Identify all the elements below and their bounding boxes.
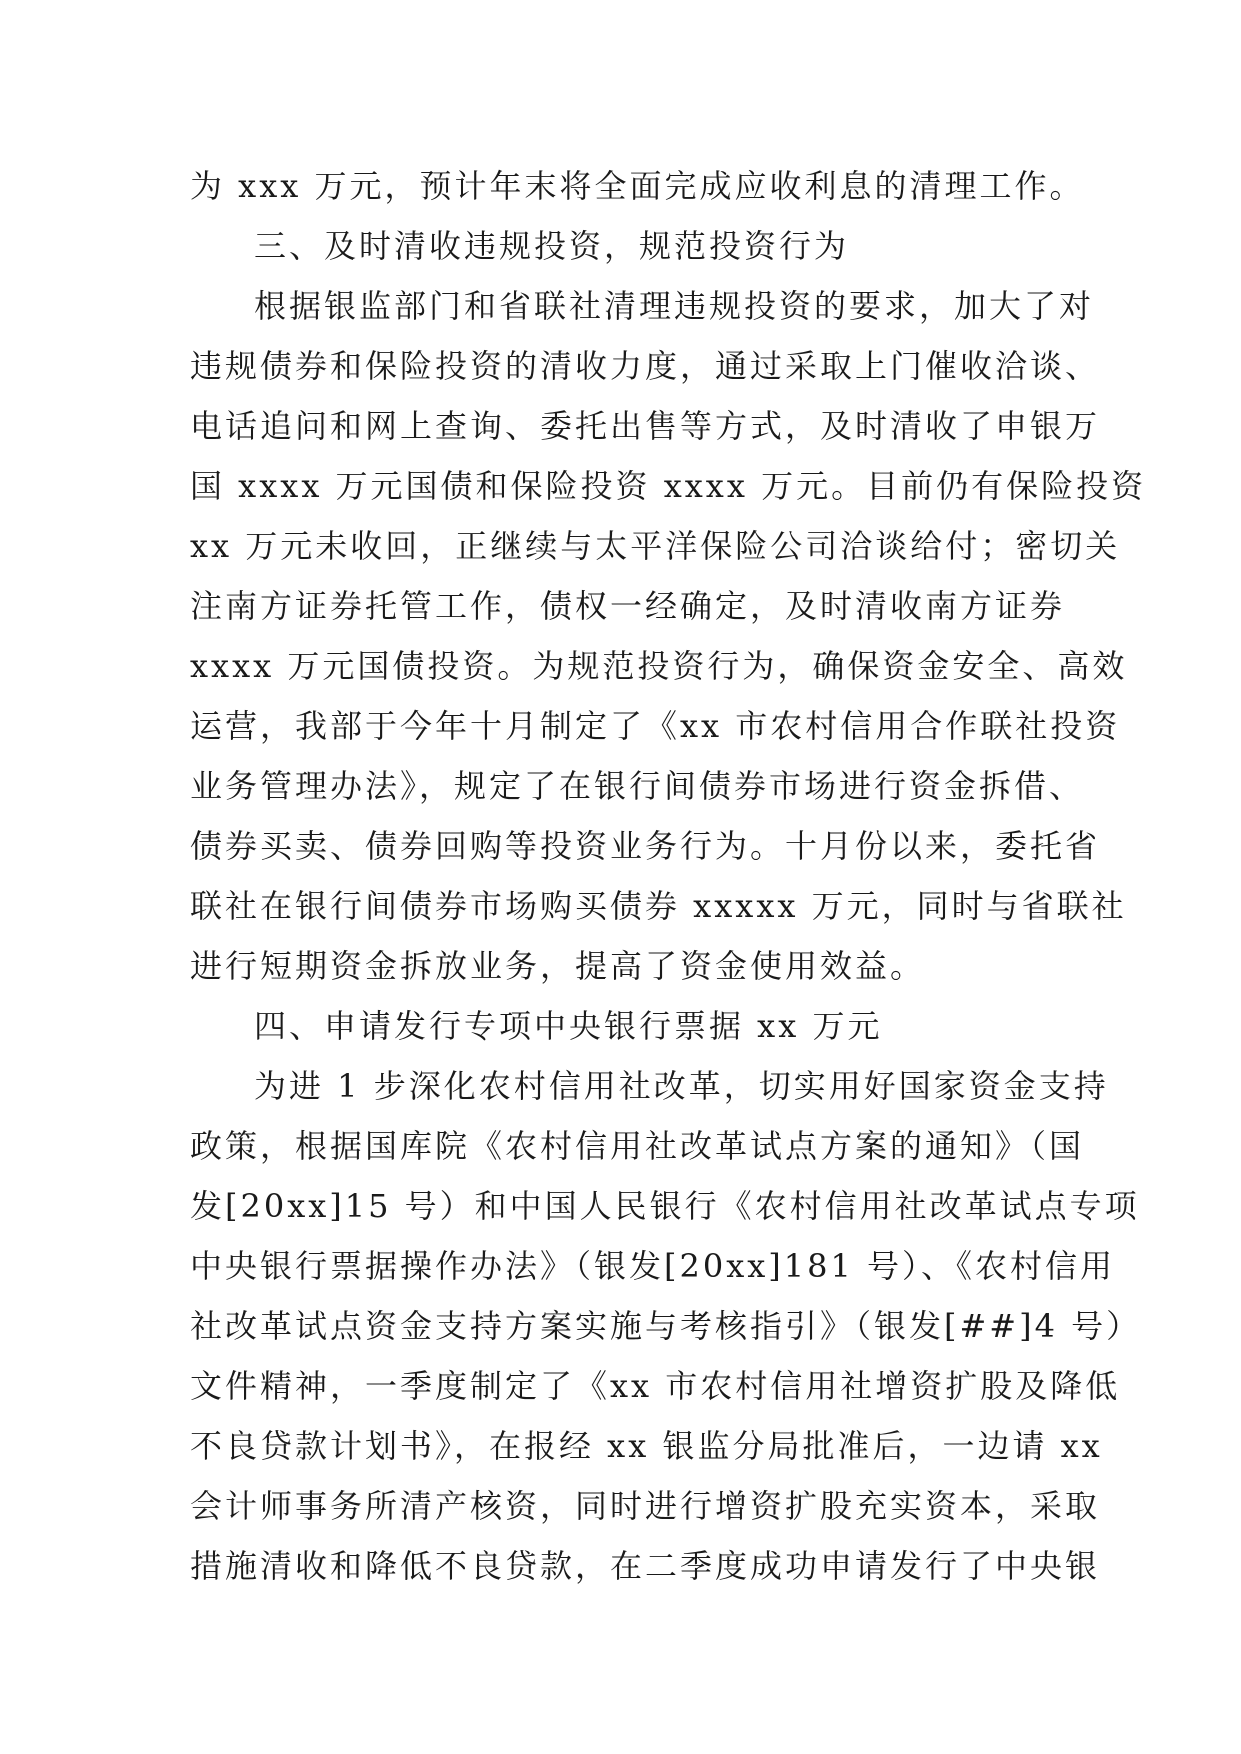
text-line: 不良贷款计划书》，在报经 xx 银监分局批准后，一边请 xx <box>190 1427 1103 1465</box>
text-line: 发[20xx]15 号）和中国人民银行《农村信用社改革试点专项 <box>190 1187 1140 1225</box>
text-line: 根据银监部门和省联社清理违规投资的要求，加大了对 <box>254 287 1095 325</box>
text-line: 社改革试点资金支持方案实施与考核指引》（银发[##]4 号） <box>190 1307 1142 1345</box>
section-heading: 四、申请发行专项中央银行票据 xx 万元 <box>254 1007 883 1045</box>
text-line: 为进 1 步深化农村信用社改革，切实用好国家资金支持 <box>254 1067 1109 1105</box>
text-line: 中央银行票据操作办法》（银发[20xx]181 号）、《农村信用 <box>190 1247 1116 1285</box>
text-line: 为 xxx 万元，预计年末将全面完成应收利息的清理工作。 <box>190 167 1085 205</box>
text-line: xx 万元未收回，正继续与太平洋保险公司洽谈给付；密切关 <box>190 527 1121 565</box>
text-line: 措施清收和降低不良贷款，在二季度成功申请发行了中央银 <box>190 1547 1101 1585</box>
text-line: 会计师事务所清产核资，同时进行增资扩股充实资本，采取 <box>190 1487 1101 1525</box>
text-line: 国 xxxx 万元国债和保险投资 xxxx 万元。目前仍有保险投资 <box>190 467 1147 505</box>
text-line: 债券买卖、债券回购等投资业务行为。十月份以来，委托省 <box>190 827 1101 865</box>
text-line: 违规债券和保险投资的清收力度，通过采取上门催收洽谈、 <box>190 347 1101 385</box>
text-line: xxxx 万元国债投资。为规范投资行为，确保资金安全、高效 <box>190 647 1128 685</box>
section-heading: 三、及时清收违规投资，规范投资行为 <box>254 227 850 265</box>
text-line: 注南方证券托管工作，债权一经确定，及时清收南方证券 <box>190 587 1066 625</box>
text-line: 联社在银行间债券市场购买债券 xxxxx 万元，同时与省联社 <box>190 887 1127 925</box>
text-line: 进行短期资金拆放业务，提高了资金使用效益。 <box>190 947 926 985</box>
text-line: 电话追问和网上查询、委托出售等方式，及时清收了申银万 <box>190 407 1101 445</box>
text-line: 政策，根据国库院《农村信用社改革试点方案的通知》（国 <box>190 1127 1085 1165</box>
document-body <box>190 156 1147 1596</box>
text-line: 运营，我部于今年十月制定了《xx 市农村信用合作联社投资 <box>190 707 1121 745</box>
text-line: 业务管理办法》，规定了在银行间债券市场进行资金拆借、 <box>190 767 1085 805</box>
text-line: 文件精神，一季度制定了《xx 市农村信用社增资扩股及降低 <box>190 1367 1121 1405</box>
